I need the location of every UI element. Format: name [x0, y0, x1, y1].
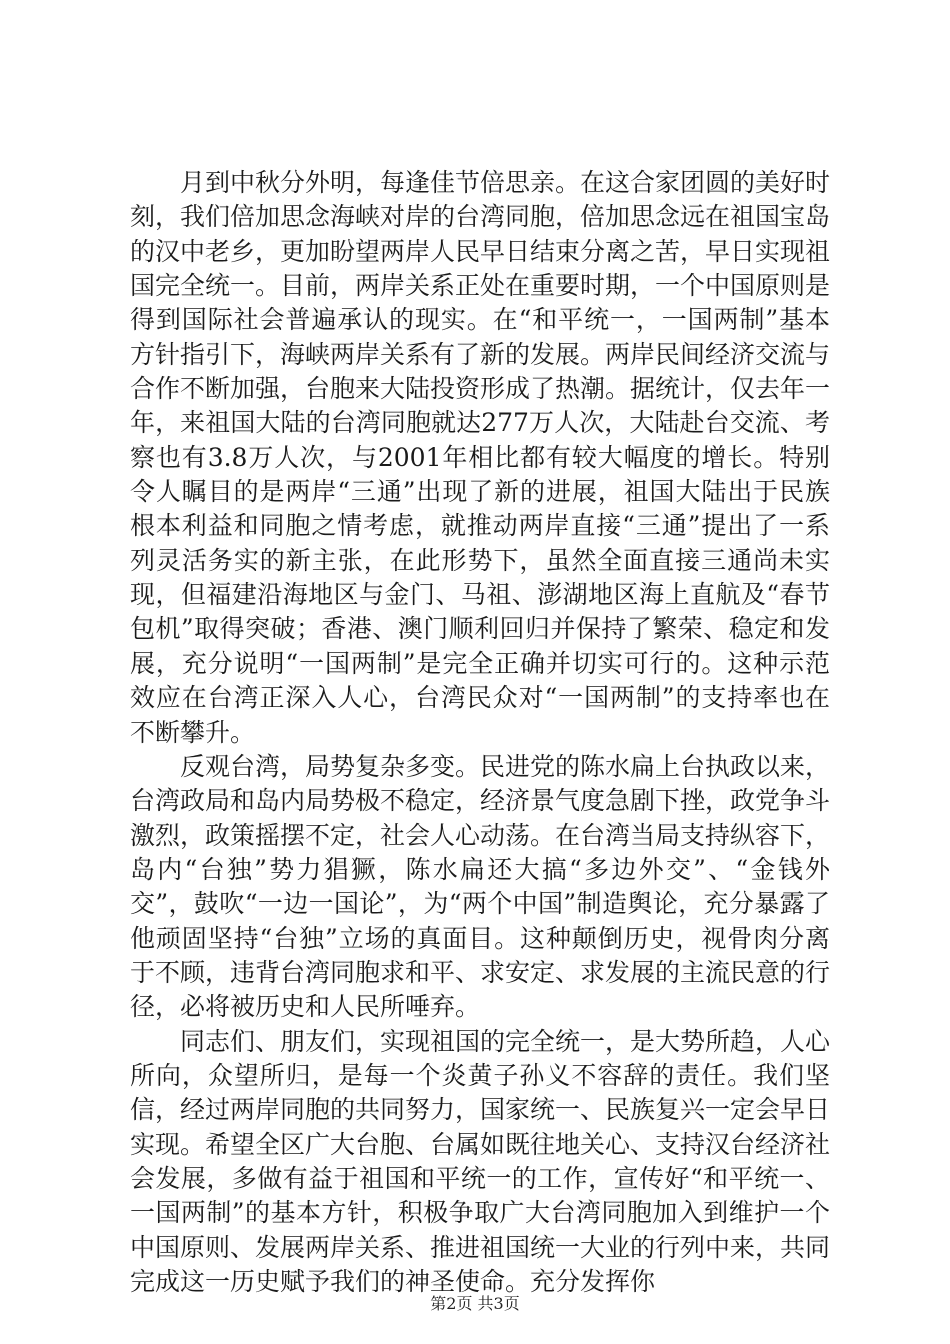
- document-body: [130, 166, 830, 1299]
- paragraph-2: 反观台湾，局势复杂多变。民进党的陈水扁上台执政以来，台湾政局和岛内局势极不稳定，经济景气度急剧下挫，政党争斗激烈，政策摇摆不定，社会人心动荡。在台湾当局支持纵容下，岛内“台独”势力猖獗，陈水扁还大搞“多边外交”、“金钱外交”，鼓吹“一边一国论”，为“两个中国”制造舆论，充分暴露了他顽固坚持“台独”立场的真面目。这种颠倒历史，视骨肉分离于不顾，违背台湾同胞求和平、求安定、求发展的主流民意的行径，必将被历史和人民所唾弃。: [130, 751, 831, 1022]
- page-footer: 第2页 共3页: [430, 1294, 520, 1313]
- paragraph-3: 同志们、朋友们，实现祖国的完全统一，是大势所趋，人心所向，众望所归，是每一个炎黄子孙义不容辞的责任。我们坚信，经过两岸同胞的共同努力，国家统一、民族复兴一定会早日实现。希望全区广大台胞、台属如既往地关心、支持汉台经济社会发展，多做有益于祖国和平统一的工作，宣传好“和平统一、一国两制”的基本方针，积极争取广大台湾同胞加入到维护一个中国原则、发展两岸关系、推进祖国统一大业的行列中来，共同完成这一历史赋予我们的神圣使命。充分发挥你: [130, 1026, 831, 1296]
- paragraph-1: 月到中秋分外明，每逢佳节倍思亲。在这合家团圆的美好时刻，我们倍加思念海峡对岸的台湾同胞，倍加思念远在祖国宝岛的汉中老乡，更加盼望两岸人民早日结束分离之苦，早日实现祖国完全统一。目前，两岸关系正处在重要时期，一个中国原则是得到国际社会普遍承认的现实。在“和平统一，一国两制”基本方针指引下，海峡两岸关系有了新的发展。两岸民间经济交流与合作不断加强，台胞来大陆投资形成了热潮。据统计，仅去年一年，来祖国大陆的台湾同胞就达277万人次，大陆赴台交流、考察也有3.8万人次，与2001年相比都有较大幅度的增长。特别令人瞩目的是两岸“三通”出现了新的进展，祖国大陆出于民族根本利益和同胞之情考虑，就推动两岸直接“三通”提出了一系列灵活务实的新主张，在此形势下，虽然全面直接三通尚未实现，但福建沿海地区与金门、马祖、澎湖地区海上直航及“春节包机”取得突破；香港、澳门顺利回归并保持了繁荣、稳定和发展，充分说明“一国两制”是完全正确并切实可行的。这种示范效应在台湾正深入人心，台湾民众对“一国两制”的支持率也在不断攀升。: [130, 168, 831, 747]
